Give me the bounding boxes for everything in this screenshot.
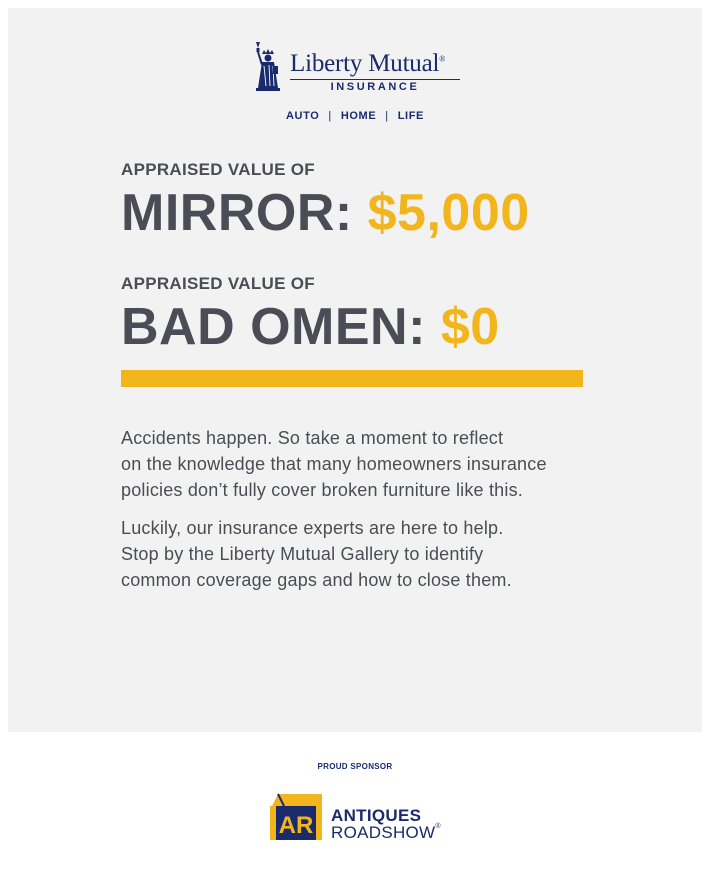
headline-bad-omen <box>121 297 500 357</box>
nav-item-auto[interactable]: AUTO <box>286 110 320 122</box>
registered-mark: ® <box>439 54 446 64</box>
appraised-label-2: APPRAISED VALUE OF <box>121 274 315 293</box>
body-line: Stop by the Liberty Mutual Gallery to identify <box>121 544 484 564</box>
treasure-chest-icon <box>268 792 326 842</box>
ar-monogram: AR <box>278 812 314 839</box>
body-line: Accidents happen. So take a moment to reflect <box>121 428 504 448</box>
liberty-mutual-logo[interactable] <box>248 40 468 98</box>
body-line: on the knowledge that many homeowners insurance <box>121 454 547 474</box>
nav-separator: | <box>385 110 389 122</box>
item-name-mirror: MIRROR: <box>121 184 353 242</box>
roadshow-name-line2: ROADSHOW® <box>331 823 441 842</box>
headline-mirror <box>121 183 530 243</box>
registered-mark: ® <box>435 823 441 830</box>
nav-separator: | <box>328 110 332 122</box>
item-name-bad-omen: BAD OMEN: <box>121 298 426 356</box>
roadshow-name-line1: ANTIQUES <box>331 806 422 825</box>
accent-bar <box>121 370 583 387</box>
body-line: policies don’t fully cover broken furniture like this. <box>121 480 523 500</box>
body-paragraph-2 <box>121 515 661 593</box>
brand-subtitle: INSURANCE <box>330 81 420 93</box>
brand-name: Liberty Mutual® <box>290 50 446 77</box>
item-value-bad-omen: $0 <box>440 298 500 356</box>
brand-divider <box>290 79 460 80</box>
body-line: Luckily, our insurance experts are here to help. <box>121 518 504 538</box>
item-value-mirror: $5,000 <box>367 184 530 242</box>
body-paragraph-1 <box>121 425 661 503</box>
product-nav <box>0 110 710 122</box>
sponsor-label: PROUD SPONSOR <box>317 762 393 771</box>
nav-item-life[interactable]: LIFE <box>397 110 424 122</box>
antiques-roadshow-logo[interactable] <box>268 792 448 842</box>
nav-item-home[interactable]: HOME <box>340 110 377 122</box>
statue-of-liberty-icon <box>248 40 286 92</box>
body-line: common coverage gaps and how to close them. <box>121 570 512 590</box>
appraised-label-1: APPRAISED VALUE OF <box>121 160 315 179</box>
